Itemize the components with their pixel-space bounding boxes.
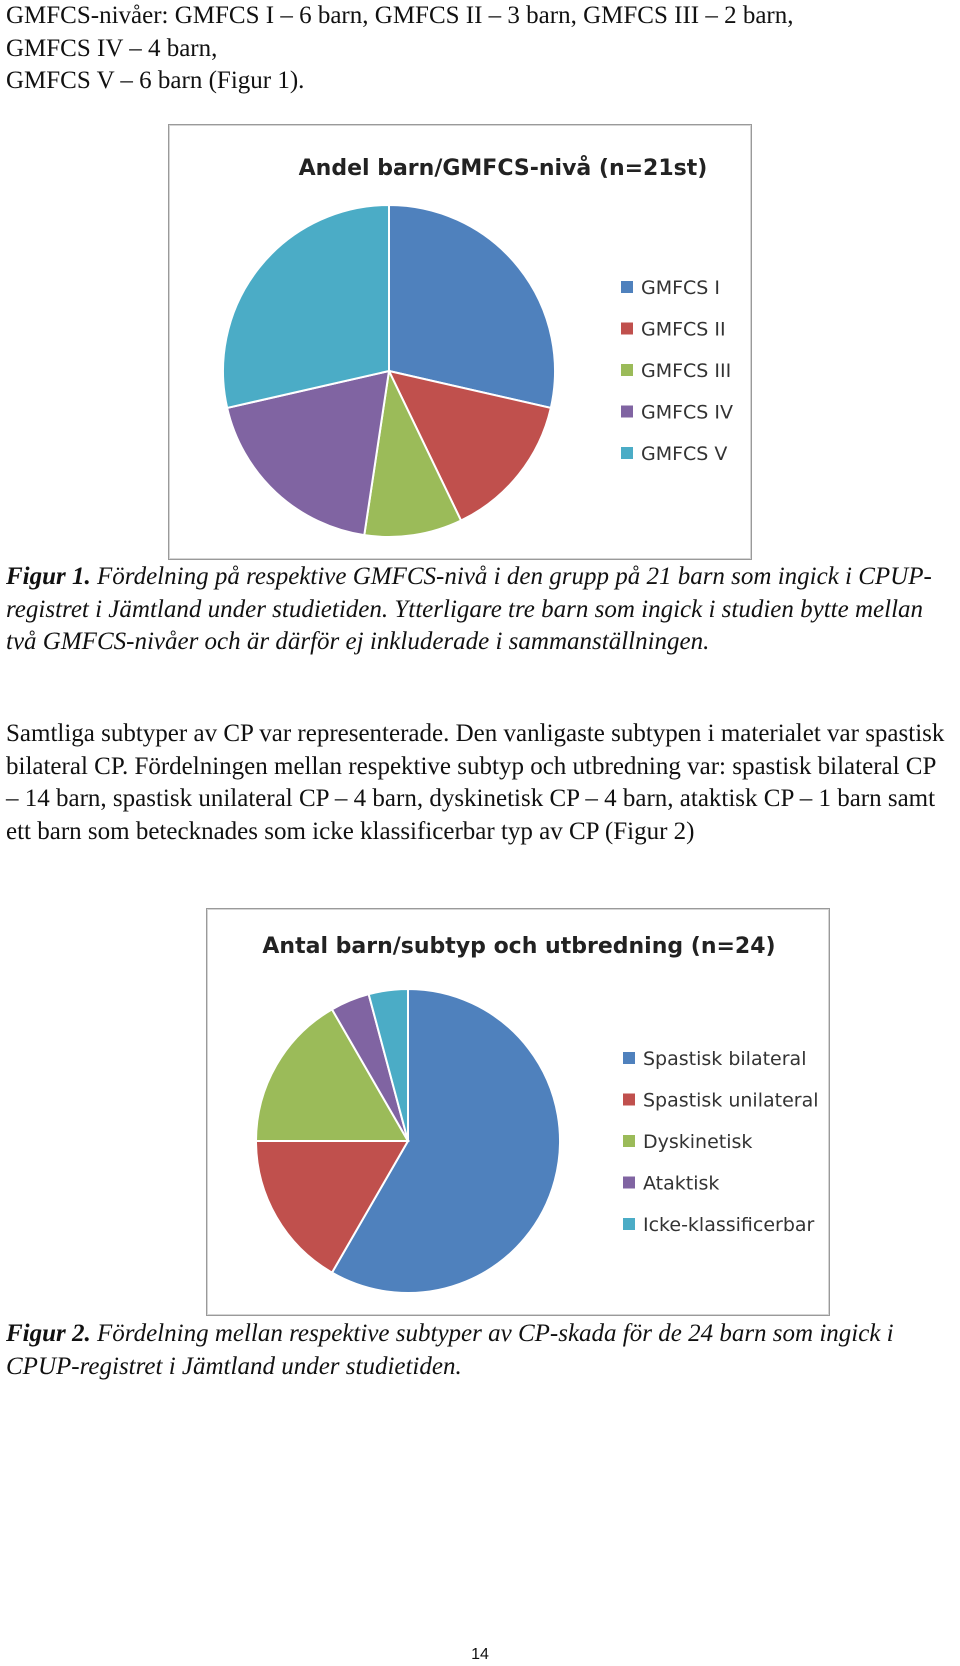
pie-slice-gmfcs-v	[223, 205, 389, 408]
intro-paragraph	[6, 0, 954, 98]
legend-swatch-ataktisk	[623, 1177, 635, 1189]
legend-swatch-gmfcs-ii	[621, 323, 633, 335]
figure-1-caption-text: Fördelning på respektive GMFCS-nivå i den grupp på 21 barn som ingick i CPUP-registret i Jämtland under studietiden. Ytterligare tre barn som ingick i studien bytte mellan två GMFCS-nivåer och är därför ej inkluderade i sammanställningen.	[6, 563, 932, 655]
figure-2-caption-text: Fördelning mellan respektive subtyper av CP-skada för de 24 barn som ingick i CPUP-registret i Jämtland under studietiden.	[6, 1320, 894, 1380]
legend-label-gmfcs-iv: GMFCS IV	[641, 401, 734, 424]
gmfcs-pie-chart	[169, 125, 751, 559]
intro-line-1: GMFCS-nivåer: GMFCS I – 6 barn, GMFCS II – 3 barn, GMFCS III – 2 barn,	[6, 2, 794, 29]
legend-label-icke-klassificerbar: Icke-klassificerbar	[643, 1214, 815, 1236]
legend-label-gmfcs-iii: GMFCS III	[641, 360, 732, 382]
chart-1-title: Andel barn/GMFCS-nivå (n=21st)	[298, 156, 708, 181]
legend-swatch-spastisk-unilateral	[623, 1094, 635, 1106]
legend-label-gmfcs-v: GMFCS V	[641, 443, 728, 465]
legend-swatch-spastisk-bilateral	[623, 1052, 635, 1064]
legend-label-ataktisk: Ataktisk	[643, 1172, 720, 1195]
legend-swatch-gmfcs-iii	[621, 364, 633, 376]
legend-swatch-gmfcs-iv	[621, 406, 633, 418]
legend-swatch-gmfcs-i	[621, 281, 633, 293]
intro-line-2: GMFCS IV – 4 barn,	[6, 34, 218, 62]
figure-1-label: Figur 1.	[6, 563, 91, 590]
subtype-pie-chart	[207, 909, 829, 1315]
legend-label-spastisk-unilateral: Spastisk unilateral	[643, 1089, 819, 1112]
legend-label-spastisk-bilateral: Spastisk bilateral	[643, 1048, 807, 1070]
figure-2-label: Figur 2.	[6, 1320, 91, 1347]
intro-line-3: GMFCS V – 6 barn (Figur 1).	[6, 67, 305, 94]
legend-swatch-dyskinetisk	[623, 1135, 635, 1147]
chart-2-title: Antal barn/subtyp och utbredning (n=24)	[262, 934, 776, 959]
legend-label-gmfcs-ii: GMFCS II	[641, 318, 726, 341]
legend-swatch-gmfcs-v	[621, 447, 633, 459]
figure-2-chart	[206, 908, 830, 1316]
page-number: 14	[471, 1646, 489, 1663]
figure-2-caption	[6, 1318, 954, 1383]
legend-label-dyskinetisk: Dyskinetisk	[643, 1131, 753, 1153]
figure-1-chart	[168, 124, 752, 560]
figure-1-caption	[6, 561, 954, 659]
legend-swatch-icke-klassificerbar	[623, 1218, 635, 1230]
body-paragraph: Samtliga subtyper av CP var representerade. Den vanligaste subtypen i materialet var spastisk bilateral CP. Fördelningen mellan respektive subtyp och utbredning var: spastisk bilateral CP – 14 barn, spastisk unilateral CP – 4 barn, dyskinetisk CP – 4 barn, ataktisk CP – 1 barn samt ett barn som betecknades som icke klassificerbar typ av CP (Figur 2)	[6, 720, 945, 845]
legend-label-gmfcs-i: GMFCS I	[641, 277, 721, 299]
